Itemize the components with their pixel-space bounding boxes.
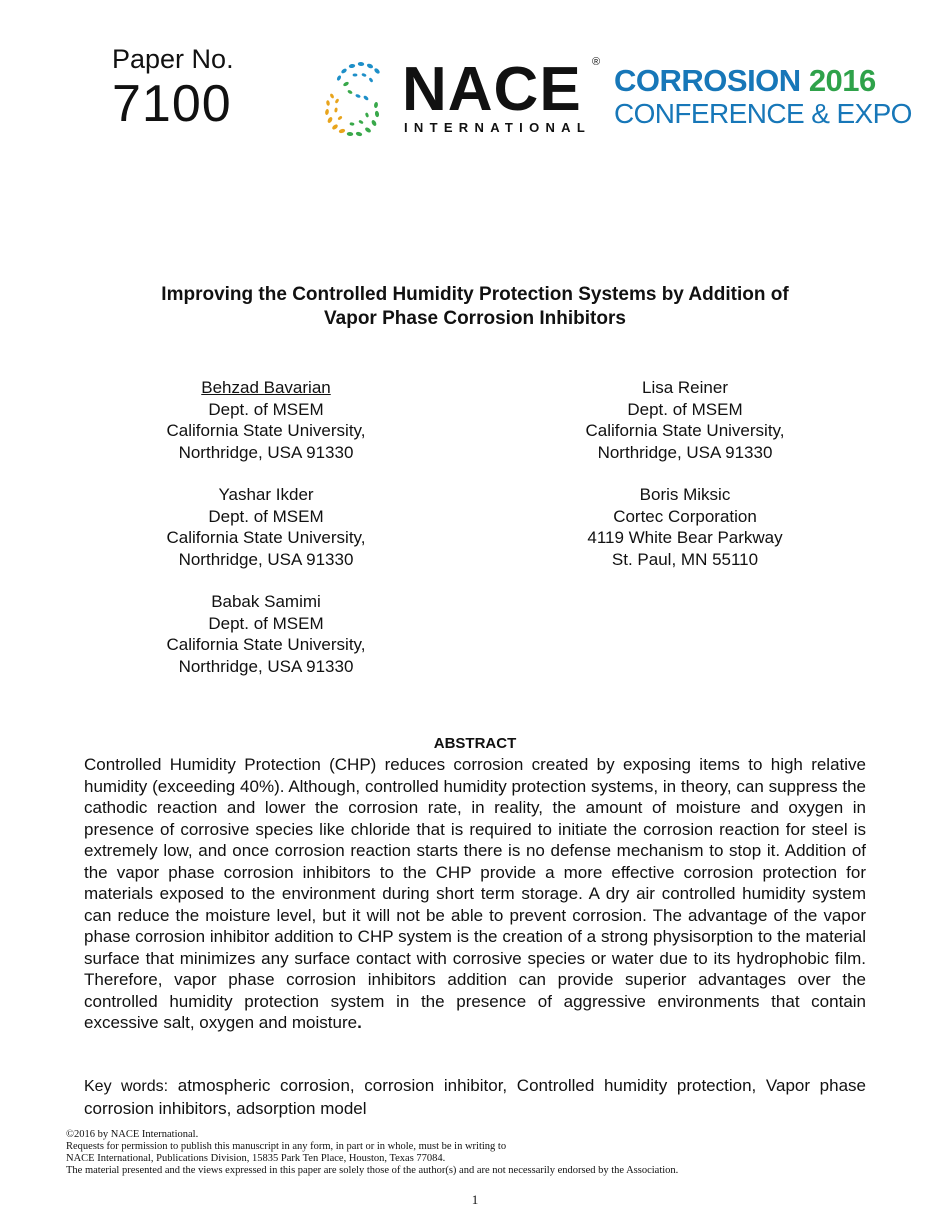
registered-mark: ®	[592, 56, 601, 68]
conference-title	[614, 64, 914, 98]
author-block-5	[116, 591, 416, 677]
author-address: Northridge, USA 91330	[178, 656, 354, 676]
author-dept: Dept. of MSEM	[208, 399, 324, 419]
nace-wordmark: NACE	[402, 55, 582, 124]
author-org: California State University,	[166, 635, 366, 654]
keywords-text: atmospheric corrosion, corrosion inhibitor, Controlled humidity protection, Vapor phase corrosion inhibitors, adsorption model	[84, 1076, 866, 1118]
conference-logo	[614, 64, 914, 130]
disclaimer-line: The material presented and the views expressed in this paper are solely those of the author(s) and are not necessarily endorsed by the Association.	[66, 1165, 679, 1176]
author-address: Northridge, USA 91330	[178, 549, 354, 569]
paper-number: 7100	[112, 75, 232, 133]
author-block-1	[116, 377, 416, 463]
keywords	[84, 1075, 866, 1119]
abstract-end-mark: .	[357, 1013, 362, 1032]
author-dept: Cortec Corporation	[613, 506, 757, 526]
author-dept: Dept. of MSEM	[627, 399, 743, 419]
address-line: NACE International, Publications Division, 15835 Park Ten Place, Houston, Texas 77084.	[66, 1153, 446, 1164]
paper-title	[80, 283, 870, 331]
conference-name: CORROSION	[614, 63, 801, 98]
nace-logo	[322, 56, 612, 142]
author-org: 4119 White Bear Parkway	[587, 528, 783, 547]
permission-line: Requests for permission to publish this manuscript in any form, in part or in whole, must be in writing to	[66, 1141, 507, 1152]
copyright-line: ©2016 by NACE International.	[66, 1129, 199, 1140]
page-number: 1	[471, 1192, 479, 1207]
author-dept: Dept. of MSEM	[208, 613, 324, 633]
author-name: Lisa Reiner	[642, 378, 728, 397]
nace-emblem-icon	[322, 56, 402, 142]
abstract-heading: ABSTRACT	[433, 735, 517, 752]
author-org: California State University,	[166, 421, 366, 440]
author-org: California State University,	[585, 421, 785, 440]
author-name: Boris Miksic	[639, 485, 731, 504]
author-address: Northridge, USA 91330	[597, 442, 773, 462]
author-name: Behzad Bavarian	[201, 378, 331, 397]
author-name: Babak Samimi	[211, 592, 321, 611]
author-block-2	[535, 377, 835, 463]
copyright-footer	[66, 1129, 886, 1177]
author-block-3	[116, 484, 416, 570]
author-name: Yashar Ikder	[218, 485, 314, 504]
author-address: St. Paul, MN 55110	[611, 549, 759, 569]
paper-number-block	[112, 44, 272, 132]
author-org: California State University,	[166, 528, 366, 547]
abstract-body	[84, 754, 866, 1034]
conference-subtitle: CONFERENCE & EXPO	[614, 98, 912, 129]
keywords-label: Key words:	[84, 1078, 169, 1095]
abstract-text: Controlled Humidity Protection (CHP) reduces corrosion created by exposing items to high relative humidity (exceeding 40%). Although, controlled humidity protection systems, in theory, can suppress the cathodic reaction and lower the corrosion rate, in reality, the amount of moisture and oxygen in presence of corrosive species like chloride that is required to initiate the corrosion reaction for steel is extremely low, and once corrosion reaction starts there is no defense mechanism to stop it. Addition of the vapor phase corrosion inhibitors to the CHP provide a more effective corrosion protection for materials exposed to the environment during short term storage. A dry air controlled humidity system can reduce the moisture level, but it will not be able to prevent corrosion. The advantage of the vapor phase corrosion inhibitor addition to CHP system is the creation of a strong physisorption to the material surface that minimizes any surface contact with corrosive species or water due to its hydrophobic film. Therefore, vapor phase corrosion inhibitors addition can provide superior advantages over the controlled humidity protection system in the presence of aggressive environments that contain excessive salt, oxygen and moisture	[84, 755, 866, 1032]
conference-year: 2016	[808, 63, 876, 98]
paper-title-line-2: Vapor Phase Corrosion Inhibitors	[324, 308, 626, 329]
author-dept: Dept. of MSEM	[208, 506, 324, 526]
author-block-4	[535, 484, 835, 570]
author-address: Northridge, USA 91330	[178, 442, 354, 462]
paper-title-line-1: Improving the Controlled Humidity Protection Systems by Addition of	[161, 284, 789, 305]
paper-number-label: Paper No.	[112, 44, 234, 74]
nace-international: INTERNATIONAL	[404, 120, 592, 135]
